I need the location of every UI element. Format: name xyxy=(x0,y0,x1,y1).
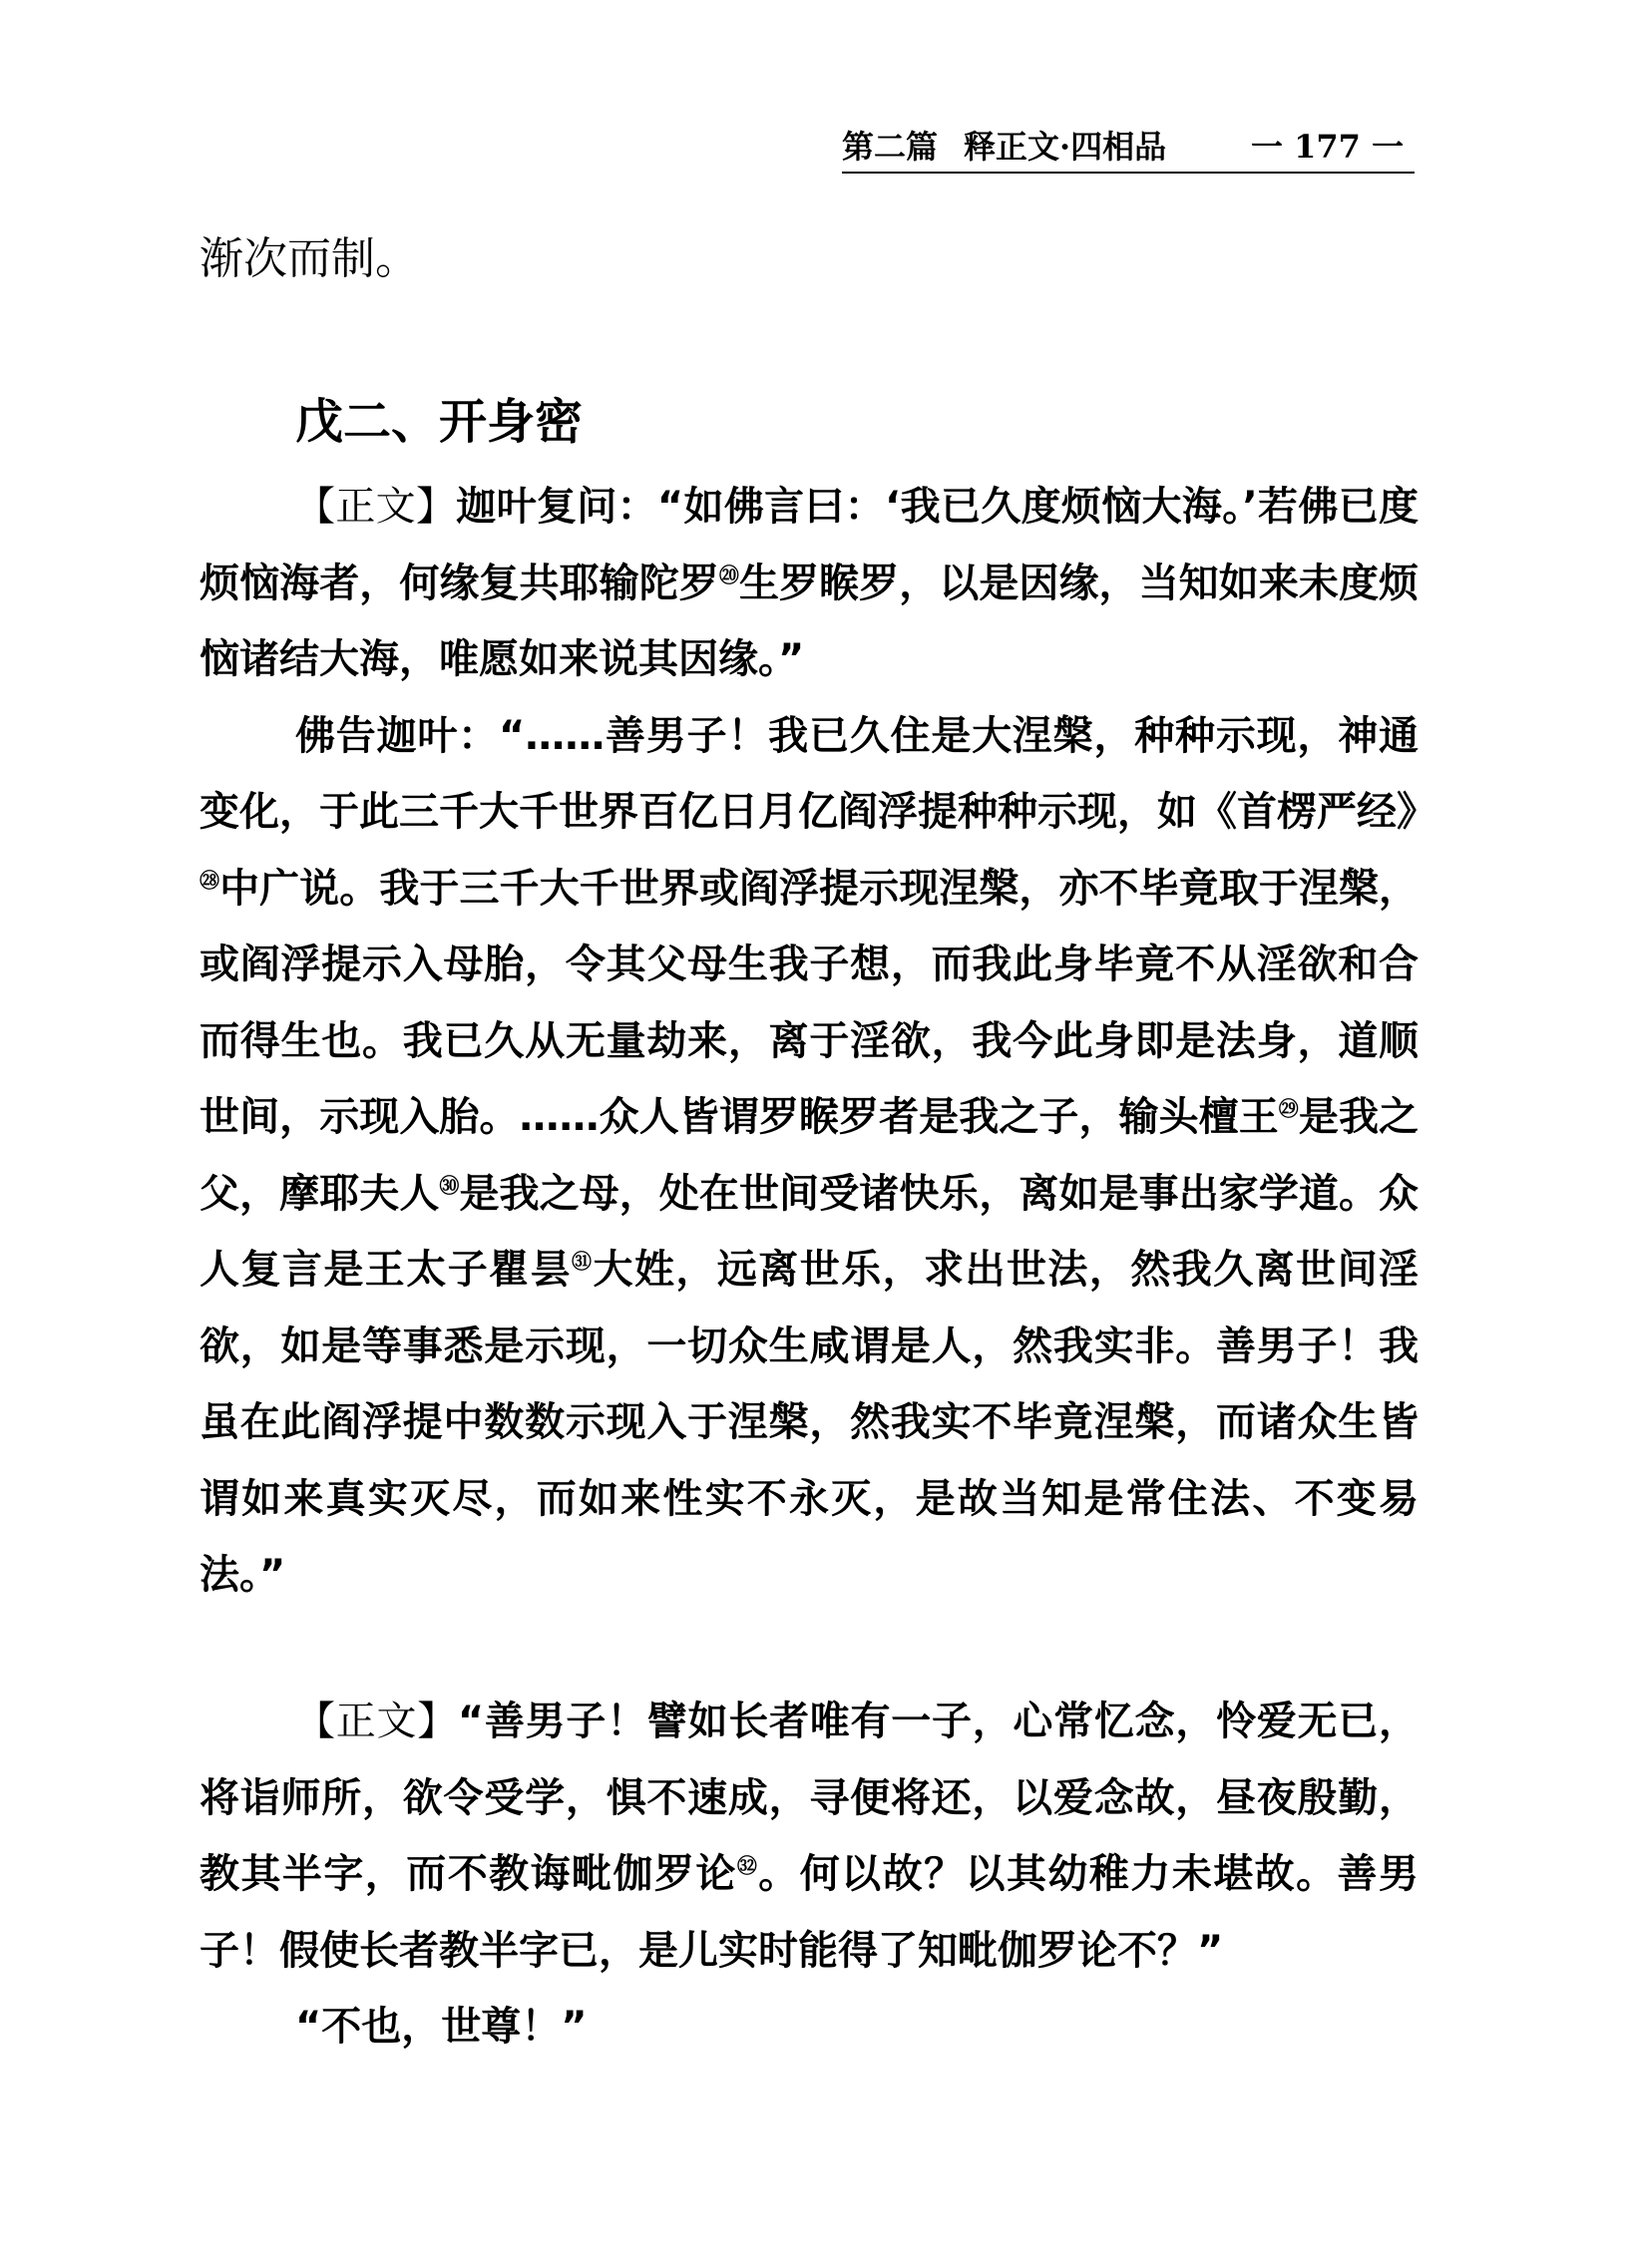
running-head xyxy=(842,122,1415,174)
paragraph-text: 生罗睺罗，以是因缘，当知如来未度烦恼诸结大海，唯愿如来说其因缘。” xyxy=(200,560,1420,682)
paragraph-text: 迦叶复问：“如佛言曰：‘我已久度烦恼大海。’若佛已度烦恼海者，何缘复共耶输陀罗 xyxy=(200,484,1420,606)
running-head-section: 第二篇 xyxy=(842,128,939,166)
paragraph-text: 中广说。我于三千大千世界或阎浮提示现涅槃，亦不毕竟取于涅槃，或阎浮提示入母胎，令其父母生我子想，而我此身毕竟不从淫欲和合而得生也。我已久从无量劫来，离于淫欲，我今此身即是法身，道顺世间，示现入胎。……众人皆谓罗睺罗者是我之子，输头檀王 xyxy=(200,865,1420,1140)
paragraph-text: 大姓，远离世乐，求出世法，然我久离世间淫欲，如是等事悉是示现，一切众生咸谓是人，然我实非。善男子！我虽在此阎浮提中数数示现入于涅槃，然我实不毕竟涅槃，而诸众生皆谓如来真实灭尽，而如来性实不永灭，是故当知是常住法、不变易法。” xyxy=(200,1247,1420,1598)
paragraph-zhengwen-2 xyxy=(200,1684,1419,1989)
paragraph-text: “善男子！譬如长者唯有一子，心常忆念，怜爱无已，将诣师所，欲令受学，惧不速成，寻便将还，以爱念故，昼夜殷勤，教其半字，而不教诲毗伽罗论 xyxy=(200,1699,1419,1897)
zhengwen-tag: 【正文】 xyxy=(295,484,457,530)
running-head-chapter: 释正文·四相品 xyxy=(964,128,1167,166)
page-number: 一 177 一 xyxy=(1251,128,1405,166)
text-block-1 xyxy=(200,469,1436,1614)
text-block-2 xyxy=(200,1684,1419,2066)
footnote-marker: ㉚ xyxy=(439,1173,460,1198)
footnote-marker: ⑳ xyxy=(718,563,739,587)
footnote-marker: ㉛ xyxy=(572,1249,594,1274)
lead-text: 渐次而制。 xyxy=(200,233,419,284)
paragraph-buddha-reply xyxy=(200,698,1436,1614)
footnote-marker: ㉜ xyxy=(736,1853,759,1878)
paragraph-zhengwen-1 xyxy=(200,469,1419,698)
paragraph-text: 是我之母，处在世间受诸快乐，离如是事出家学道。众人复言是王太子瞿昙 xyxy=(200,1170,1420,1293)
paragraph-text: 是我之父，摩耶夫人 xyxy=(200,1094,1420,1217)
paragraph-text: 。何以故？以其幼稚力未堪故。善男子！假使长者教半字已，是儿实时能得了知毗伽罗论不？” xyxy=(200,1851,1420,1974)
zhengwen-tag: 【正文】 xyxy=(295,1699,458,1744)
paragraph-text: 佛告迦叶：“……善男子！我已久住是大涅槃，种种示现，神通变化，于此三千大千世界百亿日月亿阎浮提种种示现，如《首楞严经》 xyxy=(200,712,1436,835)
paragraph-reply: “不也，世尊！” xyxy=(295,2004,588,2050)
footnote-marker: ㉙ xyxy=(1278,1096,1299,1121)
footnote-marker: ㉘ xyxy=(200,868,220,893)
section-heading: 戊二、开身密 xyxy=(295,394,584,450)
